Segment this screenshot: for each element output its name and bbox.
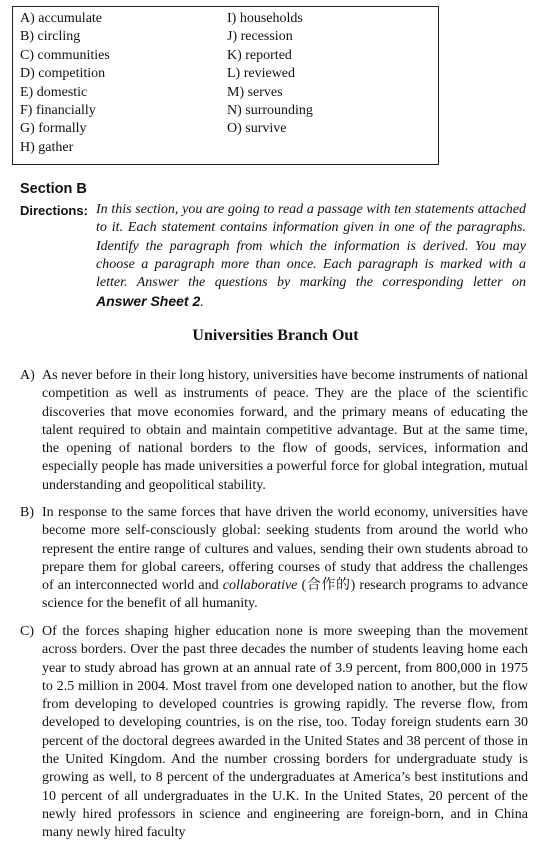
word-option: L) reviewed: [227, 66, 296, 82]
word-option: M) serves: [227, 84, 283, 100]
paragraph-text: As never before in their long history, universities have become instruments of national competition as well as instruments of peace. They are the place of the scientific discoveries that move economies forward, and the primary means of educating the talent required to obtain and maintain competitive advantage. But at the same time, the opening of national borders to the flow of goods, services, information and especially people has made universities a powerful force for global integration, mutual understanding and geopolitical stability.: [42, 368, 528, 493]
word-option: G) formally: [20, 121, 87, 137]
paragraph-c: [20, 623, 528, 843]
word-option: I) households: [227, 11, 303, 26]
paragraph-b: [20, 504, 528, 614]
italic-term: collaborative: [222, 578, 298, 594]
word-option: J) recession: [227, 29, 293, 45]
section-heading: Section B: [20, 181, 87, 197]
paragraph-a: [20, 367, 528, 495]
paragraph-letter: A): [20, 368, 35, 383]
directions-label: Directions:: [20, 203, 88, 218]
paragraph-text-part: research programs to advance science for the benefit of all humanity.: [42, 578, 529, 612]
paragraph-letter: C): [20, 624, 34, 639]
word-option: H) gather: [20, 139, 74, 155]
word-option: N) surrounding: [227, 103, 313, 119]
word-option: B) circling: [20, 29, 81, 45]
paragraph-text-part: In response to the same forces that have driven the world economy, universities have become more self-consciously global: seeking students from around the world who represent the entire range of cultures and values, sending their own students abroad to prepare them for global careers, offering courses of study that address the challenges of an interconnected world and: [42, 505, 528, 594]
passage-title: Universities Branch Out: [192, 327, 359, 344]
directions-period: .: [200, 295, 204, 311]
paragraph-letter: B): [20, 505, 34, 520]
word-option: C) communities: [20, 47, 110, 63]
word-bank-right-column: [227, 10, 313, 139]
chinese-gloss: (合作的): [297, 578, 360, 594]
paragraph-text: [42, 504, 528, 614]
directions-text: [96, 201, 526, 313]
word-option: A) accumulate: [20, 11, 103, 26]
word-bank-box: [12, 6, 439, 165]
word-option: F) financially: [20, 103, 96, 119]
word-option: D) competition: [20, 66, 106, 82]
word-option: O) survive: [227, 121, 287, 137]
word-bank-left-column: [20, 10, 110, 157]
paragraph-text: Of the forces shaping higher education none is more sweeping than the movement across borders. Over the past three decades the number of students leaving home each year to study abroad has grown at an annual rate of 3.9 percent, from 800,000 in 1975 to 2.5 million in 2004. Most travel from one developed nation to another, but the flow from developing to developed countries is growing rapidly. The reverse flow, from developed to developing countries, is on the rise, too. Today foreign students earn 30 percent of the doctoral degrees awarded in the United States and 38 percent of those in the United Kingdom. And the number crossing borders for undergraduate study is growing as well, to 8 percent of the undergraduates at America’s best institutions and 10 percent of all undergraduates in the U.K. In the United States, 20 percent of the newly hired professors in science and engineering are foreign-born, and in China many newly hired faculty: [42, 624, 528, 841]
word-option: K) reported: [227, 47, 292, 63]
directions-body: In this section, you are going to read a passage with ten statements attached to it. Each statement contains information given in one of the paragraphs. Identify the paragraph from which the information is derived. You may choose a paragraph more than once. Each paragraph is marked with a letter. Answer the questions by marking the corresponding letter on: [96, 202, 526, 291]
word-option: E) domestic: [20, 84, 88, 100]
answer-sheet-reference: Answer Sheet 2: [96, 293, 201, 310]
